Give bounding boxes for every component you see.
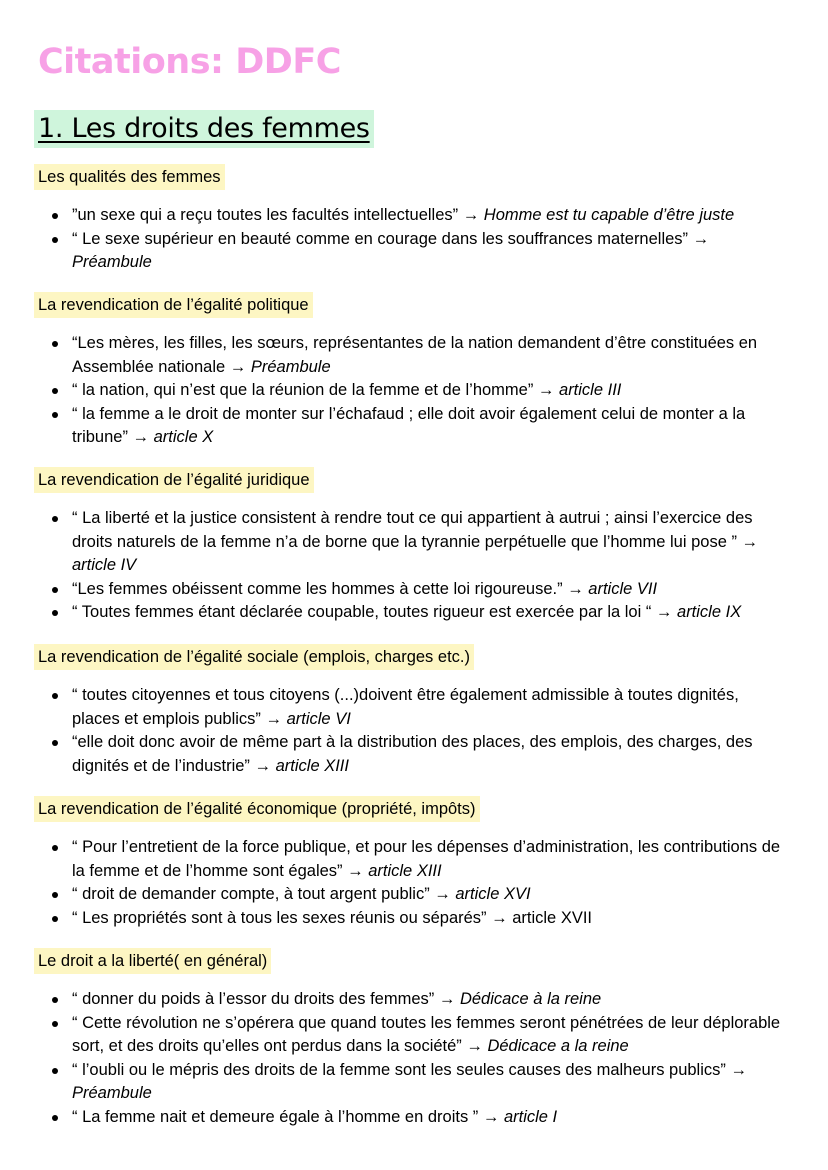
bullet-icon xyxy=(52,388,58,394)
list-item: “ La liberté et la justice consistent à rendre tout ce qui appartient à autrui ; ainsi l’exercice des droits naturels de la femme n’a de borne que la tyrannie perpétuelle que l’homme lui pose ” → article IV xyxy=(0,507,828,578)
quote-list xyxy=(0,836,828,930)
section-egalite-economique xyxy=(0,796,828,930)
bullet-icon xyxy=(52,693,58,699)
section-egalite-juridique xyxy=(0,467,828,625)
quote-list xyxy=(0,332,828,450)
bullet-icon xyxy=(52,587,58,593)
list-item: “ la nation, qui n’est que la réunion de la femme et de l’homme” → article III xyxy=(0,379,828,403)
list-item: “ donner du poids à l’essor du droits des femmes” → Dédicace à la reine xyxy=(0,988,828,1012)
bullet-icon xyxy=(52,845,58,851)
list-item: “ Toutes femmes étant déclarée coupable, toutes rigueur est exercée par la loi “ → article IX xyxy=(0,601,828,625)
section-title: Les qualités des femmes xyxy=(34,164,225,190)
section-liberte xyxy=(0,948,828,1130)
section-title: Le droit a la liberté( en général) xyxy=(34,948,271,974)
bullet-icon xyxy=(52,213,58,219)
quote-list xyxy=(0,988,828,1130)
section-title: La revendication de l’égalité politique xyxy=(34,292,313,318)
quote-list xyxy=(0,684,828,778)
section-egalite-politique xyxy=(0,292,828,450)
bullet-icon xyxy=(52,341,58,347)
list-item: “ l’oubli ou le mépris des droits de la femme sont les seules causes des malheurs publics” → Préambule xyxy=(0,1059,828,1106)
list-item: “ Le sexe supérieur en beauté comme en courage dans les souffrances maternelles” → Préambule xyxy=(0,228,828,275)
bullet-icon xyxy=(52,740,58,746)
bullet-icon xyxy=(52,1068,58,1074)
bullet-icon xyxy=(52,1115,58,1121)
list-item: “ La femme nait et demeure égale à l’homme en droits ” → article I xyxy=(0,1106,828,1130)
bullet-icon xyxy=(52,516,58,522)
bullet-icon xyxy=(52,610,58,616)
bullet-icon xyxy=(52,412,58,418)
list-item: “Les femmes obéissent comme les hommes à cette loi rigoureuse.” → article VII xyxy=(0,578,828,602)
section-title: La revendication de l’égalité sociale (emplois, charges etc.) xyxy=(34,644,474,670)
section-heading: 1. Les droits des femmes xyxy=(34,110,374,148)
bullet-icon xyxy=(52,892,58,898)
section-egalite-sociale xyxy=(0,644,828,778)
list-item: “elle doit donc avoir de même part à la distribution des places, des emplois, des charges, des dignités et de l’industrie” → article XIII xyxy=(0,731,828,778)
list-item: ”un sexe qui a reçu toutes les facultés intellectuelles” → Homme est tu capable d’être juste xyxy=(0,204,828,228)
list-item: “ Pour l’entretient de la force publique, et pour les dépenses d’administration, les contributions de la femme et de l’homme sont égales” → article XIII xyxy=(0,836,828,883)
list-item: “ droit de demander compte, à tout argent public” → article XVI xyxy=(0,883,828,907)
list-item: “ la femme a le droit de monter sur l’échafaud ; elle doit avoir également celui de monter a la tribune” → article X xyxy=(0,403,828,450)
section-title: La revendication de l’égalité juridique xyxy=(34,467,314,493)
list-item: “ toutes citoyennes et tous citoyens (...)doivent être également admissible à toutes dignités, places et emplois publics” → article VI xyxy=(0,684,828,731)
bullet-icon xyxy=(52,237,58,243)
list-item: “Les mères, les filles, les sœurs, représentantes de la nation demandent d’être constituées en Assemblée nationale → Préambule xyxy=(0,332,828,379)
section-title: La revendication de l’égalité économique (propriété, impôts) xyxy=(34,796,480,822)
section-qualites xyxy=(0,164,828,275)
bullet-icon xyxy=(52,1021,58,1027)
list-item: “ Cette révolution ne s’opérera que quand toutes les femmes seront pénétrées de leur déplorable sort, et des droits qu’elles ont perdus dans la société” → Dédicace a la reine xyxy=(0,1012,828,1059)
bullet-icon xyxy=(52,916,58,922)
page-title: Citations: DDFC xyxy=(38,42,341,82)
bullet-icon xyxy=(52,997,58,1003)
list-item: “ Les propriétés sont à tous les sexes réunis ou séparés” → article XVII xyxy=(0,907,828,931)
quote-list xyxy=(0,507,828,625)
quote-list xyxy=(0,204,828,275)
